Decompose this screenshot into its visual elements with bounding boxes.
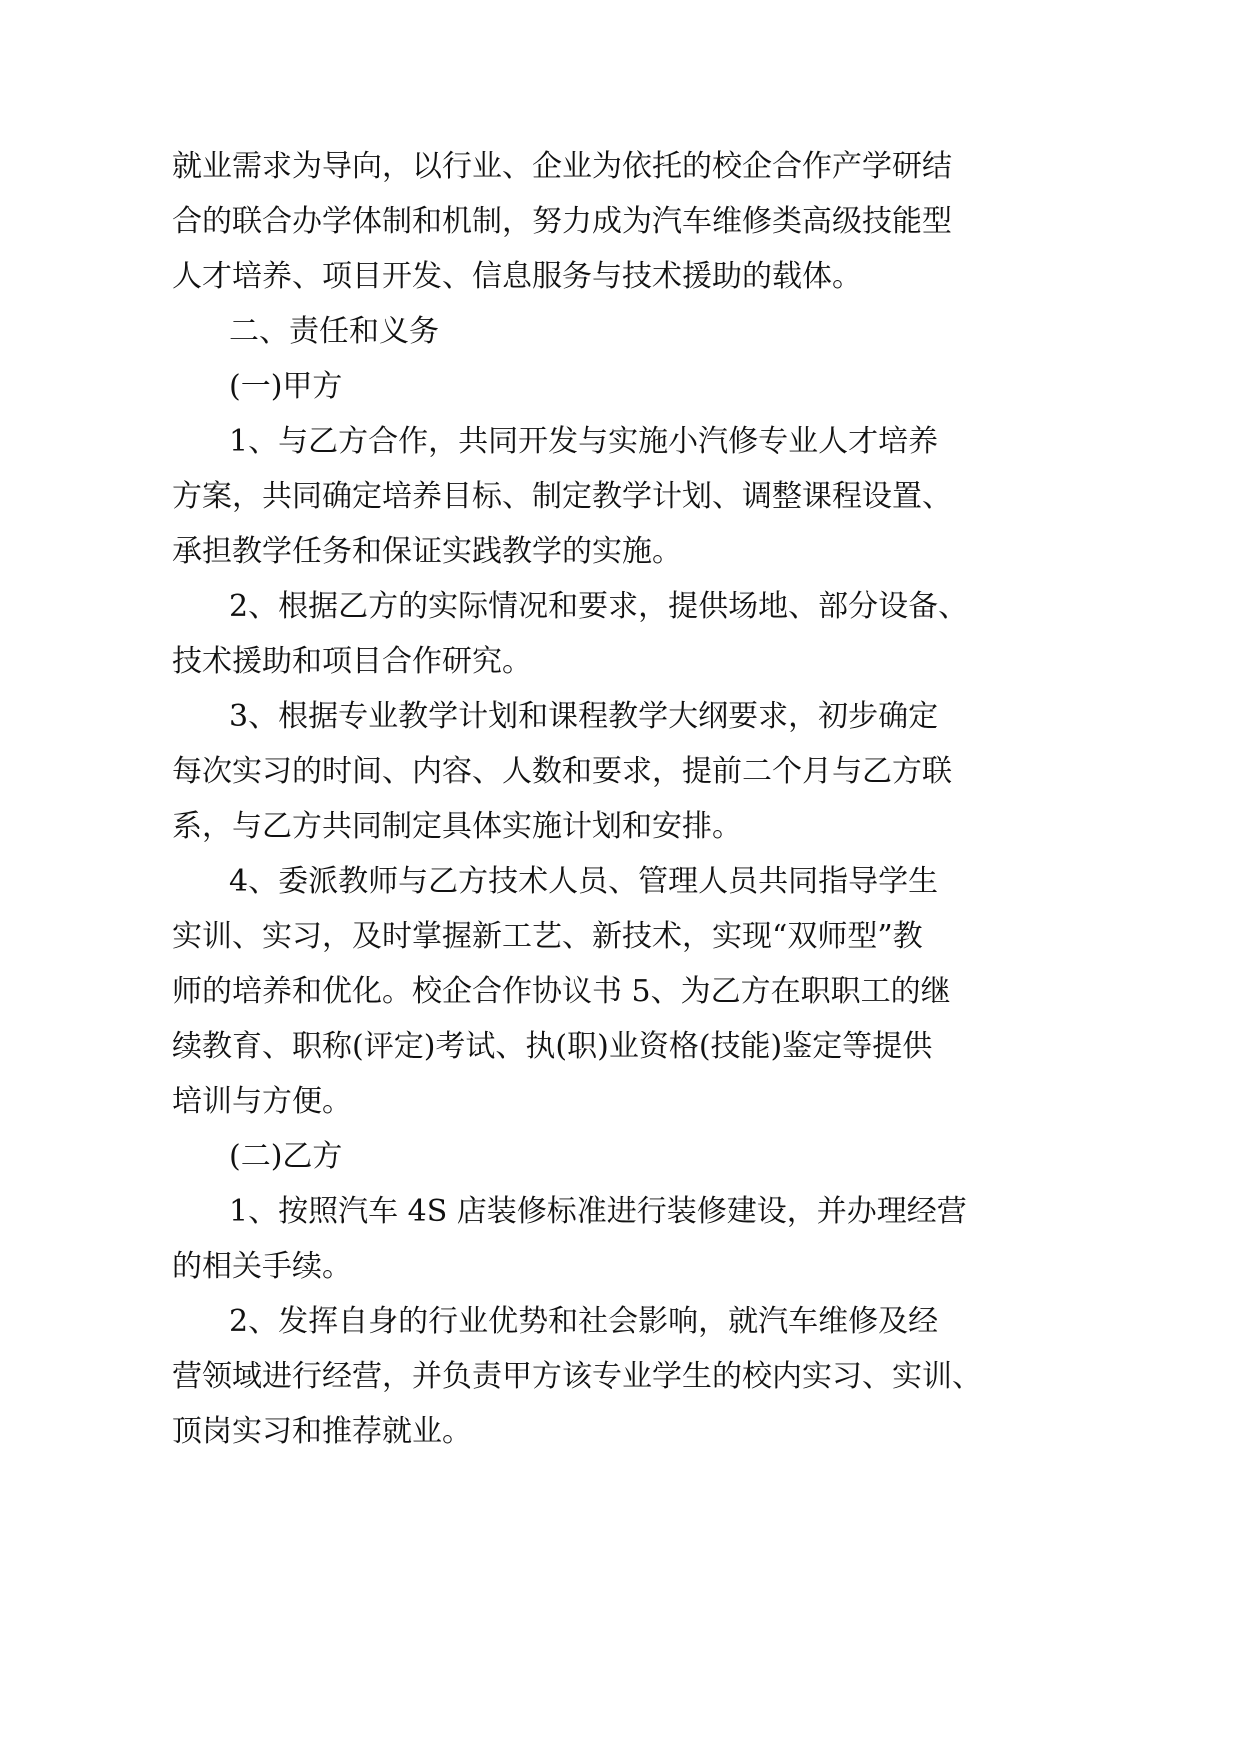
- body-text-line: 方案，共同确定培养目标、制定教学计划、调整课程设置、: [172, 479, 952, 514]
- body-text-line: 培训与方便。: [172, 1084, 352, 1119]
- body-text-line: 2、根据乙方的实际情况和要求，提供场地、部分设备、: [229, 589, 969, 624]
- body-text-line: 2、发挥自身的行业优势和社会影响，就汽车维修及经: [229, 1304, 939, 1339]
- body-text-line: 续教育、职称(评定)考试、执(职)业资格(技能)鉴定等提供: [172, 1029, 933, 1064]
- body-text-line: 顶岗实习和推荐就业。: [172, 1414, 472, 1449]
- body-text-line: 营领域进行经营，并负责甲方该专业学生的校内实习、实训、: [172, 1359, 982, 1394]
- section-heading: 二、责任和义务: [229, 314, 439, 349]
- body-text-line: 1、按照汽车 4S 店装修标准进行装修建设，并办理经营: [229, 1194, 967, 1229]
- body-text-line: 人才培养、项目开发、信息服务与技术援助的载体。: [172, 259, 862, 294]
- subsection-heading: (一)甲方: [229, 369, 343, 404]
- subsection-heading: (二)乙方: [229, 1139, 343, 1174]
- body-text-line: 3、根据专业教学计划和课程教学大纲要求，初步确定: [229, 699, 939, 734]
- body-text-line: 就业需求为导向，以行业、企业为依托的校企合作产学研结: [172, 149, 952, 184]
- body-text-line: 师的培养和优化。校企合作协议书 5、为乙方在职职工的继: [172, 974, 951, 1009]
- body-text-line: 技术援助和项目合作研究。: [172, 644, 532, 679]
- body-text-line: 每次实习的时间、内容、人数和要求，提前二个月与乙方联: [172, 754, 952, 789]
- body-text-line: 1、与乙方合作，共同开发与实施小汽修专业人才培养: [229, 424, 939, 459]
- body-text-line: 实训、实习，及时掌握新工艺、新技术，实现“双师型”教: [172, 919, 923, 954]
- body-text-line: 承担教学任务和保证实践教学的实施。: [172, 534, 682, 569]
- body-text-line: 合的联合办学体制和机制，努力成为汽车维修类高级技能型: [172, 204, 952, 239]
- body-text-line: 4、委派教师与乙方技术人员、管理人员共同指导学生: [229, 864, 939, 899]
- body-text-line: 的相关手续。: [172, 1249, 352, 1284]
- body-text-line: 系，与乙方共同制定具体实施计划和安排。: [172, 809, 742, 844]
